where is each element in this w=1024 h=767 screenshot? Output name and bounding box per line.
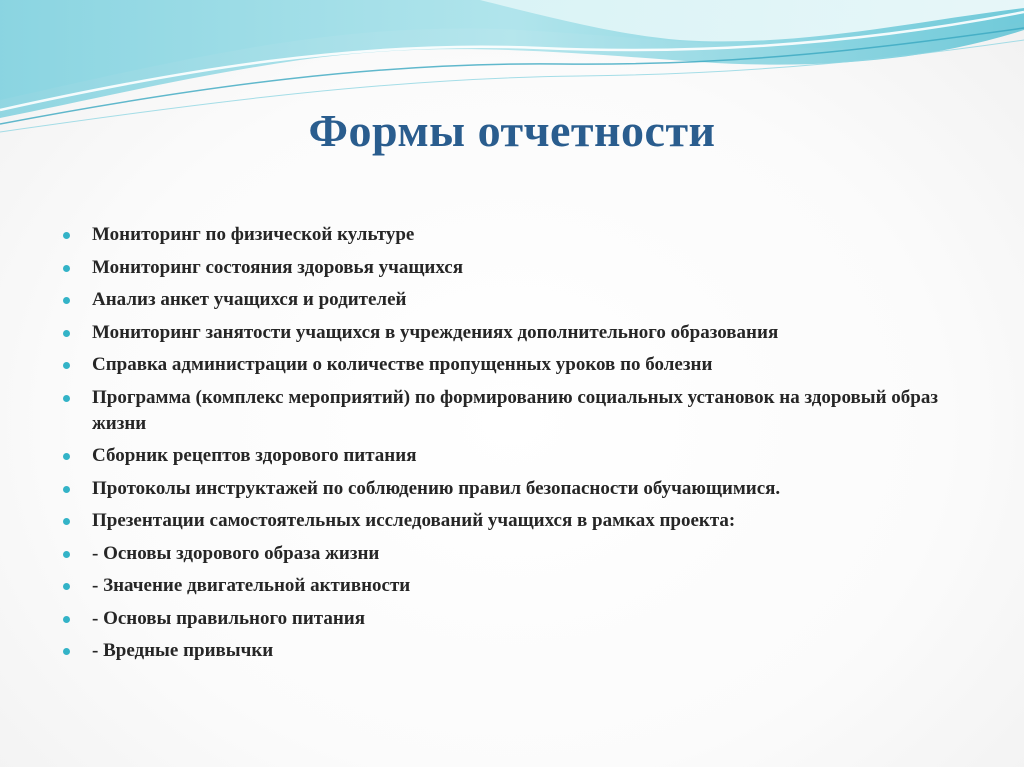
list-item-text: - Основы здорового образа жизни [92,542,380,564]
list-item-text: - Значение двигательной активности [92,575,411,596]
list-item [60,287,960,313]
list-item-text: Программа (комплекс мероприятий) по формированию социальных установок на здоровый образ жизни [92,386,939,434]
list-item-text: Мониторинг по физической культуре [92,224,415,245]
list-item [60,320,960,346]
bullet-icon [63,518,70,525]
list-item [60,443,960,469]
bullet-icon [63,265,70,272]
bullet-list [60,222,960,671]
list-item-text: Протоколы инструктажей по соблюдению правил безопасности обучающимися. [92,477,781,499]
bullet-icon [63,616,70,623]
list-item [60,222,960,248]
bullet-icon [63,453,70,460]
list-item [60,541,960,567]
slide-title: Формы отчетности [308,105,716,156]
bullet-icon [63,648,70,655]
bullet-icon [63,551,70,558]
list-item [60,352,960,378]
list-item [60,255,960,281]
list-item-text: Справка администрации о количестве пропущенных уроков по болезни [92,354,713,375]
list-item [60,573,960,599]
list-item-text: Презентации самостоятельных исследований учащихся в рамках проекта: [92,510,736,531]
bullet-icon [63,583,70,590]
bullet-icon [63,297,70,304]
list-item-text: - Вредные привычки [92,640,274,661]
bullet-icon [63,232,70,239]
list-item-text: Мониторинг занятости учащихся в учреждениях дополнительного образования [92,321,779,343]
bullet-icon [63,395,70,402]
list-item-text: - Основы правильного питания [92,607,366,629]
bullet-icon [63,330,70,337]
list-item [60,606,960,632]
bullet-icon [63,486,70,493]
list-item [60,638,960,664]
list-item-text: Мониторинг состояния здоровья учащихся [92,256,463,278]
list-item [60,385,960,437]
bullet-icon [63,362,70,369]
list-item [60,476,960,502]
list-item [60,508,960,534]
list-item-text: Анализ анкет учащихся и родителей [92,289,407,310]
list-item-text: Сборник рецептов здорового питания [92,445,417,466]
